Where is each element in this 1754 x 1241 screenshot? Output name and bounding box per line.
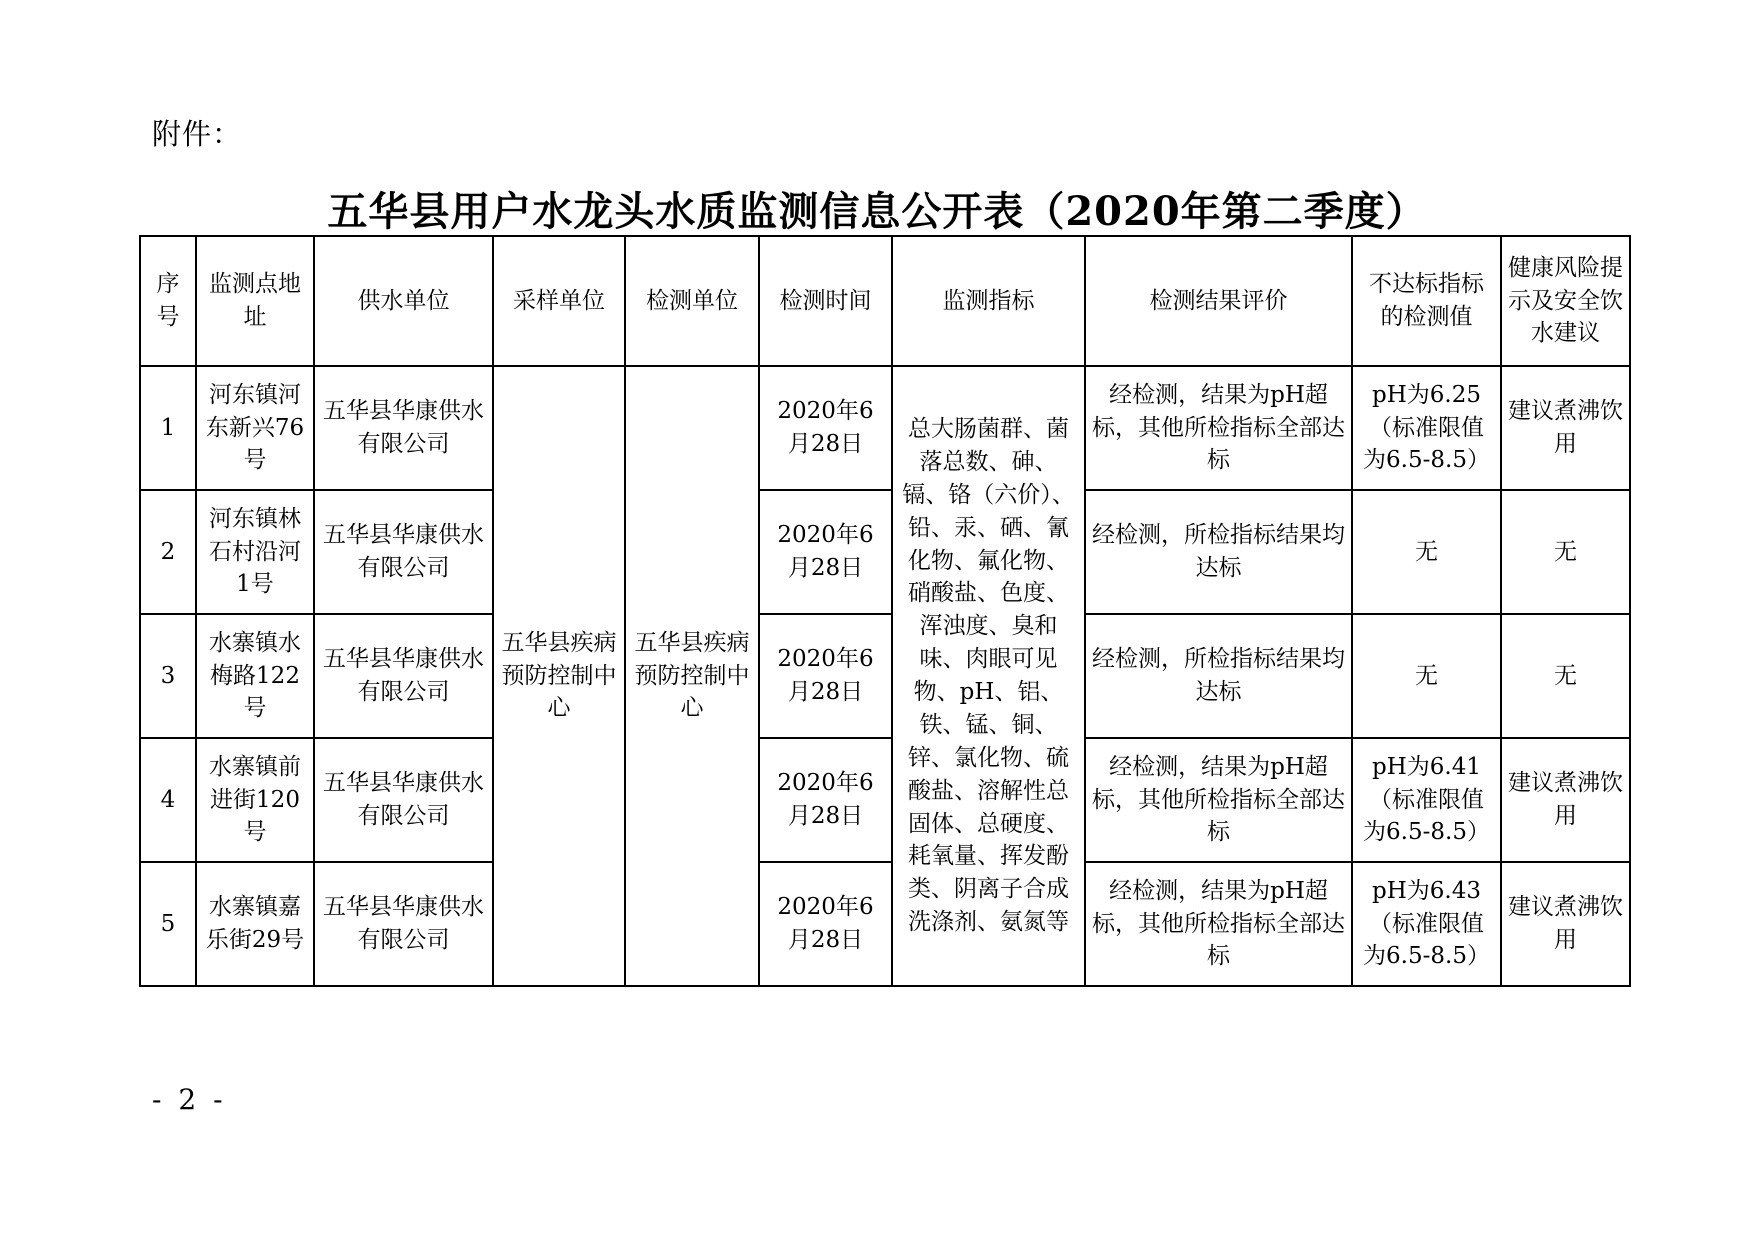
seq-cell: 5 xyxy=(140,862,196,986)
supplier-cell: 五华县华康供水有限公司 xyxy=(314,614,493,738)
noncompliant-cell: pH为6.25（标准限值为6.5-8.5） xyxy=(1352,366,1501,490)
advice-cell: 建议煮沸饮用 xyxy=(1501,862,1630,986)
table-row xyxy=(140,366,1630,490)
date-cell: 2020年6月28日 xyxy=(759,490,892,614)
address-cell: 河东镇林石村沿河1号 xyxy=(196,490,314,614)
seq-cell: 2 xyxy=(140,490,196,614)
address-cell: 水寨镇前进街120号 xyxy=(196,738,314,862)
header-sampler: 采样单位 xyxy=(493,236,625,366)
tester-cell: 五华县疾病预防控制中心 xyxy=(625,366,759,986)
evaluation-cell: 经检测，结果为pH超标，其他所检指标全部达标 xyxy=(1085,738,1352,862)
table-row xyxy=(140,614,1630,738)
supplier-cell: 五华县华康供水有限公司 xyxy=(314,366,493,490)
page-title: 五华县用户水龙头水质监测信息公开表（2020年第二季度） xyxy=(327,188,1427,235)
advice-cell: 建议煮沸饮用 xyxy=(1501,366,1630,490)
header-evaluation: 检测结果评价 xyxy=(1085,236,1352,366)
date-cell: 2020年6月28日 xyxy=(759,738,892,862)
date-cell: 2020年6月28日 xyxy=(759,614,892,738)
evaluation-cell: 经检测，结果为pH超标，其他所检指标全部达标 xyxy=(1085,862,1352,986)
seq-cell: 3 xyxy=(140,614,196,738)
header-date: 检测时间 xyxy=(759,236,892,366)
header-supplier: 供水单位 xyxy=(314,236,493,366)
sampler-cell: 五华县疾病预防控制中心 xyxy=(493,366,625,986)
noncompliant-cell: 无 xyxy=(1352,490,1501,614)
page-number: - 2 - xyxy=(152,1083,227,1116)
supplier-cell: 五华县华康供水有限公司 xyxy=(314,738,493,862)
evaluation-cell: 经检测，所检指标结果均达标 xyxy=(1085,614,1352,738)
date-cell: 2020年6月28日 xyxy=(759,366,892,490)
supplier-cell: 五华县华康供水有限公司 xyxy=(314,862,493,986)
header-tester: 检测单位 xyxy=(625,236,759,366)
header-noncompliant: 不达标指标的检测值 xyxy=(1352,236,1501,366)
table-row xyxy=(140,738,1630,862)
table-row xyxy=(140,490,1630,614)
address-cell: 水寨镇嘉乐街29号 xyxy=(196,862,314,986)
noncompliant-cell: pH为6.41（标准限值为6.5-8.5） xyxy=(1352,738,1501,862)
evaluation-cell: 经检测，结果为pH超标，其他所检指标全部达标 xyxy=(1085,366,1352,490)
water-quality-table xyxy=(139,235,1631,987)
advice-cell: 无 xyxy=(1501,490,1630,614)
indicators-cell: 总大肠菌群、菌落总数、砷、镉、铬（六价）、铅、汞、硒、氰化物、氟化物、硝酸盐、色度、浑浊度、臭和味、肉眼可见物、pH、铝、铁、锰、铜、锌、氯化物、硫酸盐、溶解性总固体、总硬度、耗氧量、挥发酚类、阴离子合成洗涤剂、氨氮等 xyxy=(892,366,1085,986)
seq-cell: 4 xyxy=(140,738,196,862)
header-advice: 健康风险提示及安全饮水建议 xyxy=(1501,236,1630,366)
evaluation-cell: 经检测，所检指标结果均达标 xyxy=(1085,490,1352,614)
address-cell: 水寨镇水梅路122号 xyxy=(196,614,314,738)
seq-cell: 1 xyxy=(140,366,196,490)
header-seq: 序号 xyxy=(140,236,196,366)
attachment-label: 附件： xyxy=(152,117,243,151)
table-row xyxy=(140,862,1630,986)
header-indicators: 监测指标 xyxy=(892,236,1085,366)
table-header-row xyxy=(140,236,1630,366)
noncompliant-cell: 无 xyxy=(1352,614,1501,738)
address-cell: 河东镇河东新兴76号 xyxy=(196,366,314,490)
advice-cell: 建议煮沸饮用 xyxy=(1501,738,1630,862)
noncompliant-cell: pH为6.43（标准限值为6.5-8.5） xyxy=(1352,862,1501,986)
supplier-cell: 五华县华康供水有限公司 xyxy=(314,490,493,614)
date-cell: 2020年6月28日 xyxy=(759,862,892,986)
header-address: 监测点地址 xyxy=(196,236,314,366)
advice-cell: 无 xyxy=(1501,614,1630,738)
